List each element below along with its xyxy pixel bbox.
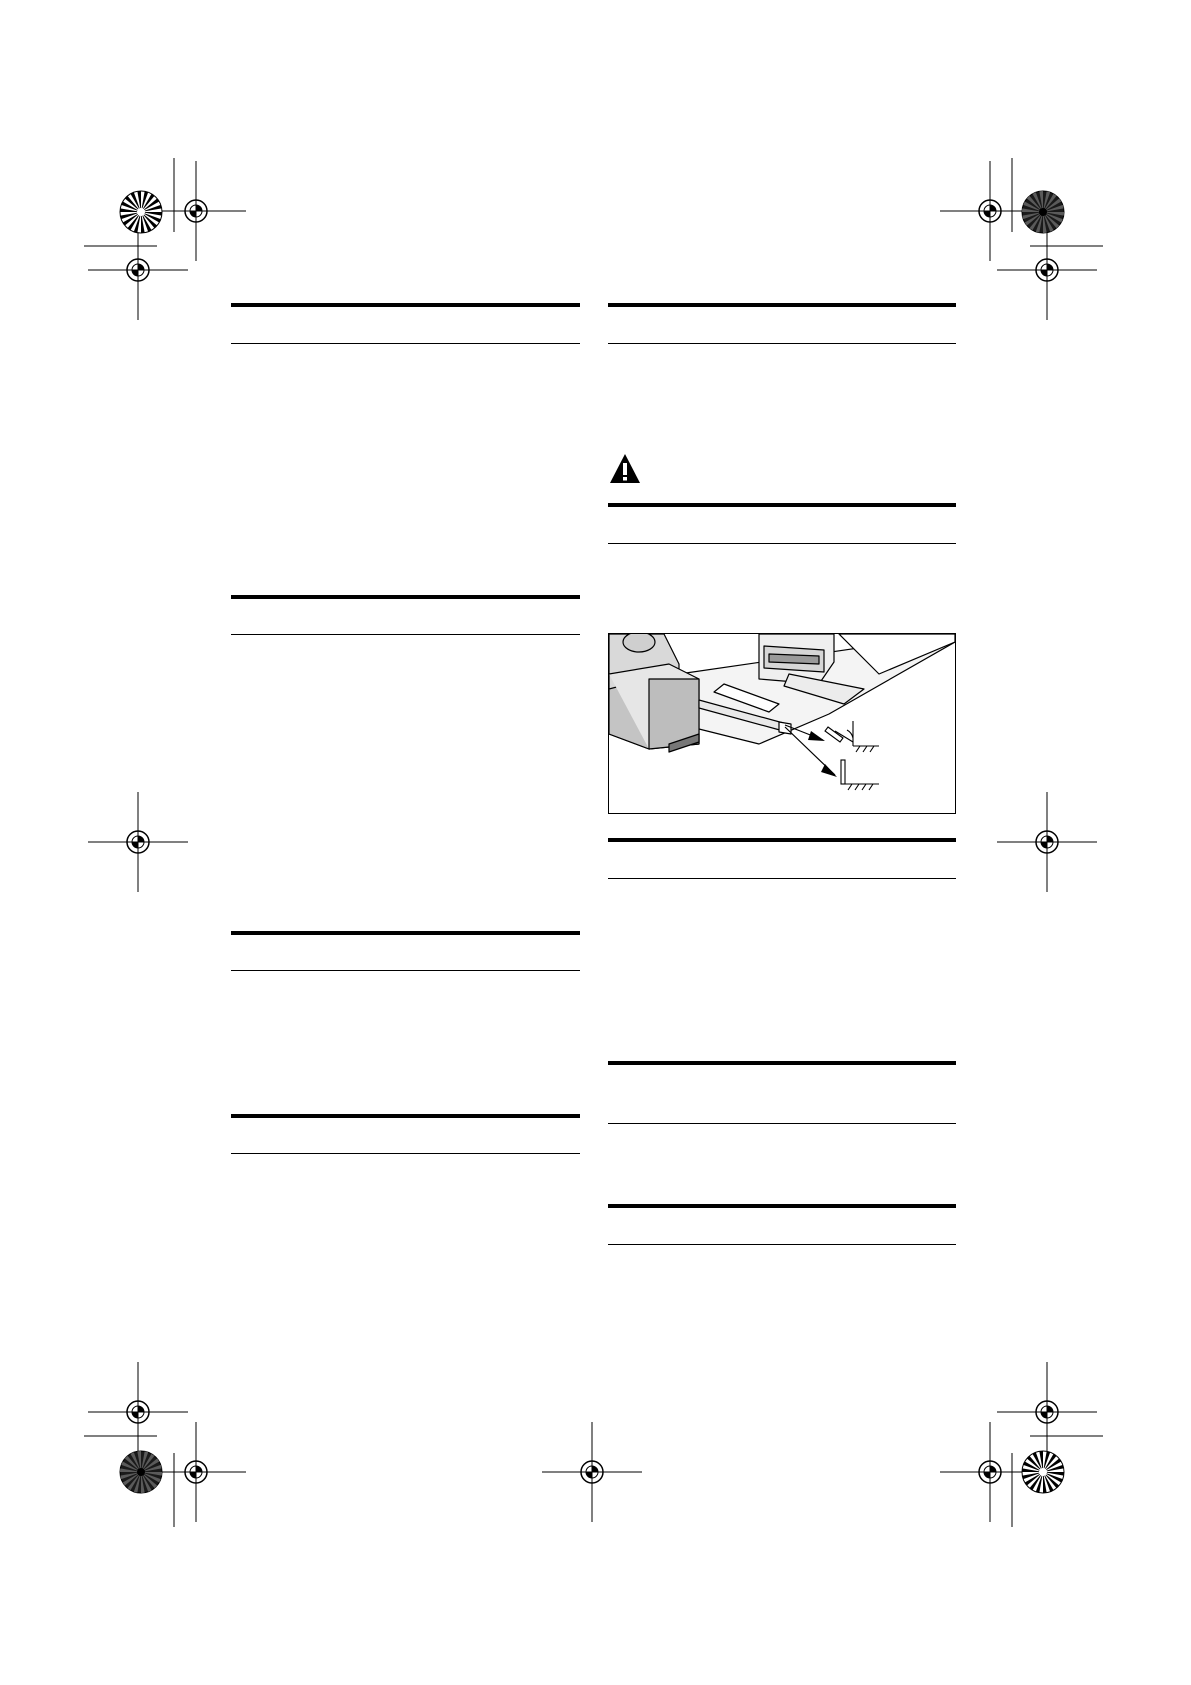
section-rule-top [231, 1114, 580, 1118]
color-bar-wheel-icon [1022, 1451, 1064, 1493]
miter-saw-bevel-illustration [609, 634, 955, 813]
section-rule-top [608, 838, 956, 842]
section-rule-bottom [231, 1153, 580, 1154]
color-bar-wheel-icon [120, 1451, 162, 1493]
section-rule-bottom [231, 343, 580, 344]
section-rule-top [608, 303, 956, 307]
warning-triangle-icon [608, 452, 642, 486]
section-rule-bottom [608, 878, 956, 879]
color-bar-wheel-icon [120, 191, 162, 233]
section-rule-top [231, 303, 580, 307]
section-rule-top [608, 1061, 956, 1065]
section-rule-bottom [231, 634, 580, 635]
section-rule-top [608, 1204, 956, 1208]
color-bar-wheel-icon [1022, 191, 1064, 233]
section-rule-bottom [608, 343, 956, 344]
section-rule-top [231, 595, 580, 599]
section-rule-bottom [608, 1244, 956, 1245]
section-rule-bottom [608, 1123, 956, 1124]
illustration-frame [608, 633, 956, 814]
section-rule-top [231, 931, 580, 935]
section-rule-top [608, 503, 956, 507]
section-rule-bottom [608, 543, 956, 544]
section-rule-bottom [231, 970, 580, 971]
